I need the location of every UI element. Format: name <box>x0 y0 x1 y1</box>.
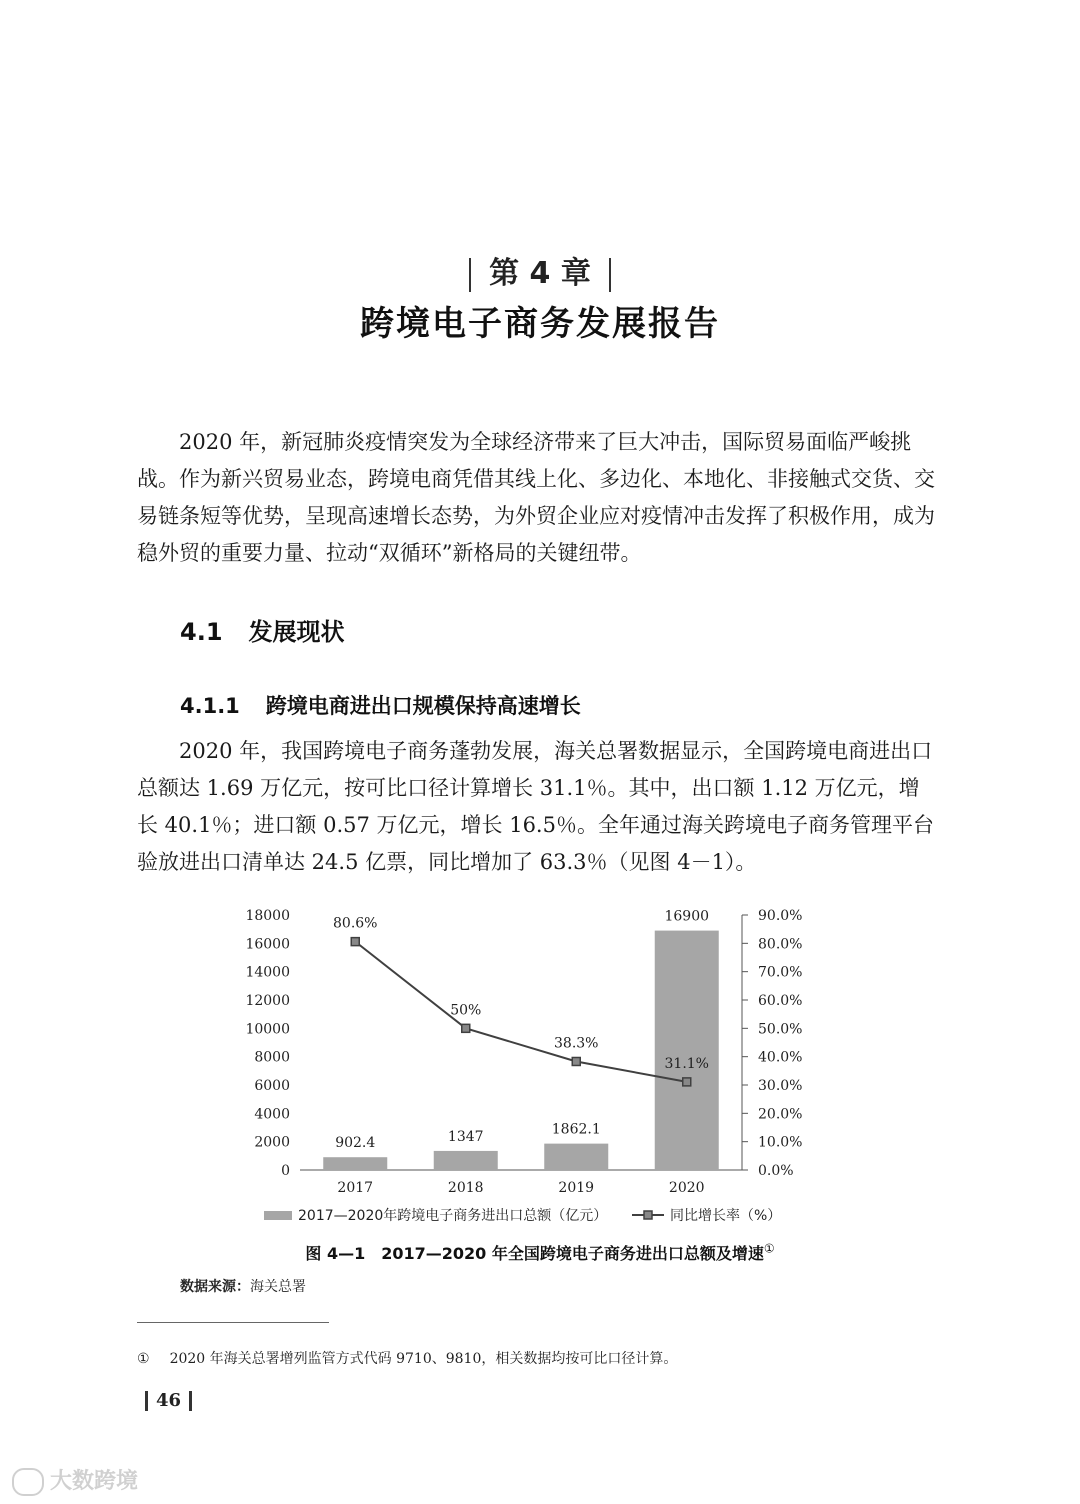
section-title: 发展现状 <box>248 618 345 646</box>
legend-line-marker <box>644 1211 652 1219</box>
bar-value-label: 1347 <box>447 1128 484 1145</box>
growth-rate-marker <box>683 1078 691 1086</box>
bar <box>434 1151 498 1170</box>
y-left-tick-label: 6000 <box>254 1078 290 1094</box>
subsection-title: 跨境电商进出口规模保持高速增长 <box>265 694 581 718</box>
y-left-tick-label: 4000 <box>254 1106 290 1123</box>
section-heading <box>180 612 345 647</box>
figure-caption <box>0 1241 1080 1264</box>
y-right-tick-label: 30.0% <box>758 1078 803 1094</box>
footnote <box>137 1348 677 1368</box>
data-source-text: 海关总署 <box>250 1279 306 1295</box>
legend-bar-label: 2017—2020年跨境电子商务进出口总额（亿元） <box>298 1208 608 1224</box>
figure-title: 2017—2020 年全国跨境电子商务进出口总额及增速 <box>381 1244 764 1263</box>
footnote-mark: ① <box>137 1351 150 1367</box>
body-paragraph: 2020 年，我国跨境电子商务蓬勃发展，海关总署数据显示，全国跨境电商进出口总额达 1.69 万亿元，按可比口径计算增长 31.1％。其中，出口额 1.12 万亿元，增长 40.1％；进口额 0.57 万亿元，增长 16.5％。全年通过海关跨境电子商务管理平台验放进出口清单达 24.5 亿票，同比增加了 63.3％（见图 4－1）。 <box>137 739 934 874</box>
chapter-title: 跨境电子商务发展报告 <box>360 304 720 344</box>
watermark-logo-icon <box>12 1468 44 1496</box>
growth-rate-marker <box>572 1057 580 1065</box>
y-left-tick-label: 18000 <box>245 908 290 924</box>
growth-rate-marker <box>351 938 359 946</box>
y-left-tick-label: 8000 <box>254 1049 290 1066</box>
bar <box>655 931 719 1170</box>
y-left-tick-label: 0 <box>281 1163 290 1179</box>
x-tick-label: 2019 <box>558 1180 595 1196</box>
y-right-tick-label: 10.0% <box>758 1134 803 1151</box>
y-left-tick-label: 16000 <box>245 936 290 953</box>
page-number <box>137 1390 200 1411</box>
y-left-tick-label: 14000 <box>245 964 290 981</box>
growth-rate-line <box>355 942 687 1082</box>
chapter-bar-right <box>609 258 611 292</box>
x-tick-label: 2018 <box>447 1180 484 1196</box>
chapter-bar-left <box>469 258 471 292</box>
watermark <box>12 1464 138 1496</box>
x-tick-label: 2017 <box>337 1180 374 1196</box>
legend-bar-swatch <box>264 1211 292 1220</box>
x-tick-label: 2020 <box>668 1180 705 1196</box>
growth-rate-label: 31.1% <box>664 1055 709 1072</box>
legend-line-label: 同比增长率（%） <box>670 1208 782 1224</box>
bar <box>544 1144 608 1170</box>
growth-rate-marker <box>462 1024 470 1032</box>
y-right-tick-label: 70.0% <box>758 964 803 981</box>
bar-value-label: 1862.1 <box>551 1121 601 1138</box>
bar-value-label: 16900 <box>664 908 710 925</box>
data-source-label: 数据来源： <box>180 1279 250 1295</box>
y-right-tick-label: 80.0% <box>758 936 803 953</box>
intro-paragraph: 2020 年，新冠肺炎疫情突发为全球经济带来了巨大冲击，国际贸易面临严峻挑战。作为新兴贸易业态，跨境电商凭借其线上化、多边化、本地化、非接触式交货、交易链条短等优势，呈现高速增长态势，为外贸企业应对疫情冲击发挥了积极作用，成为稳外贸的重要力量、拉动“双循环”新格局的关键纽带。 <box>137 430 935 565</box>
bar-value-label: 902.4 <box>335 1135 376 1152</box>
chapter-number: 第 4 章 <box>489 256 591 291</box>
figure-note-mark: ① <box>763 1241 775 1256</box>
y-left-tick-label: 12000 <box>245 993 290 1009</box>
y-right-tick-label: 20.0% <box>758 1106 803 1123</box>
y-right-tick-label: 40.0% <box>758 1049 803 1066</box>
page-number-text: 46 <box>156 1390 182 1411</box>
growth-rate-label: 50% <box>450 1002 482 1019</box>
page-bar-left <box>145 1391 148 1411</box>
y-left-tick-label: 10000 <box>245 1021 290 1038</box>
section-number: 4.1 <box>180 618 223 646</box>
bar <box>323 1157 387 1170</box>
footnote-text: 2020 年海关总署增列监管方式代码 9710、9810，相关数据均按可比口径计算。 <box>169 1351 678 1367</box>
y-right-tick-label: 90.0% <box>758 908 803 924</box>
subsection-heading <box>180 690 581 720</box>
chart <box>0 895 1080 1235</box>
watermark-text: 大数跨境 <box>50 1469 139 1494</box>
figure-number: 图 4—1 <box>305 1244 366 1263</box>
y-right-tick-label: 60.0% <box>758 993 803 1009</box>
data-source <box>180 1276 306 1296</box>
chart-line <box>351 938 691 1086</box>
chart-bars <box>323 931 719 1170</box>
y-right-tick-label: 0.0% <box>758 1163 794 1179</box>
subsection-number: 4.1.1 <box>180 694 240 718</box>
page-bar-right <box>189 1391 192 1411</box>
chart-labels <box>333 909 709 1152</box>
chart-legend <box>264 1207 781 1224</box>
y-left-tick-label: 2000 <box>254 1134 290 1151</box>
growth-rate-label: 38.3% <box>554 1035 599 1052</box>
y-right-tick-label: 50.0% <box>758 1021 803 1038</box>
chart-axes <box>245 908 802 1196</box>
chapter-label <box>0 248 1080 292</box>
footnote-divider <box>137 1322 329 1323</box>
growth-rate-label: 80.6% <box>333 915 378 932</box>
